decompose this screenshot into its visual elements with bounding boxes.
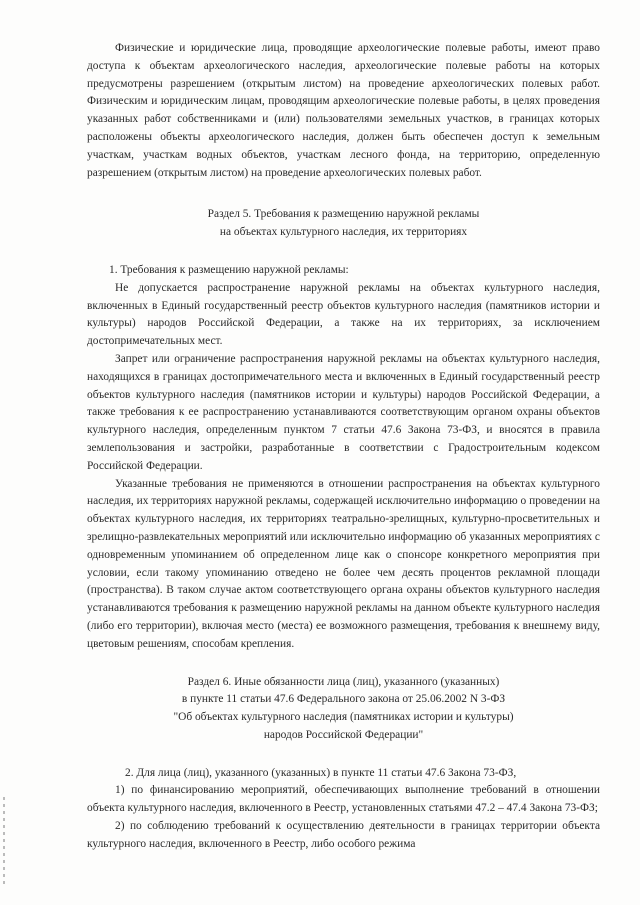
intro-paragraph: Физические и юридические лица, проводящие археологические полевые работы, имеют право доступа к объектам археологического наследия, археологические полевые работы на которых предусмотрены разрешением (открытым листом) на проведение археологических полевых работ. Физическим и юридическим лицам, проводящим археологические полевые работы, в целях проведения указанных работ собственниками и (или) пользователями земельных участков, в границах которых расположены объекты археологического наследия, должен быть обеспечен доступ к земельным участкам, участкам водных объектов, участкам лесного фонда, на территорию, определенную разрешением (открытым листом) на проведение археологических полевых работ. [87,42,600,179]
section6-title-line2: в пункте 11 статьи 47.6 Федерального закона от 25.06.2002 N 3-ФЗ [181,693,506,706]
section6-title-line1: Раздел 6. Иные обязанности лица (лиц), указанного (указанных) [187,675,500,688]
section5-item1-heading: 1. Требования к размещению наружной рекламы: [109,263,349,276]
section5-title [87,206,600,242]
section5-title-line2: на объектах культурного наследия, их территориях [219,226,468,239]
section5-paragraph-3: Указанные требования не применяются в отношении распространения на объектах культурного наследия, их территориях наружной рекламы, содержащей исключительно информацию о проведении на объектах культурного наследия, их территориях театрально-зрелищных, культурно-просветительных и зрелищно-развлекательных мероприятий или исключительно информацию об указанных мероприятиях с одновременным упоминанием об определенном лице как о спонсоре конкретного мероприятия при условии, если такому упоминанию отведено не более чем десять процентов рекламной площади (пространства). В таком случае актом соответствующего органа охраны объектов культурного наследия устанавливаются требования к размещению наружной рекламы на данном объекте культурного наследия (либо его территории), включая место (места) ее возможного размещения, требования к внешнему виду, цветовым решениям, способам крепления. [87,477,600,650]
section6-title-line3: "Об объектах культурного наследия (памятниках истории и культуры) [173,711,514,724]
section6-subitem-1: 1) по финансированию мероприятий, обеспечивающих выполнение требований в отношении объекта культурного наследия, включенного в Реестр, установленных статьями 47.2 – 47.4 Закона 73-ФЗ; [87,784,600,815]
section5-paragraph-2: Запрет или ограничение распространения наружной рекламы на объектах культурного наследия, находящихся в границах достопримечательного места и включенных в Единый государственный реестр объектов культурного наследия (памятников истории и культуры) народов Российской Федерации, а также требования к ее распространению устанавливаются соответствующим органом охраны объектов культурного наследия, определенным пунктом 7 статьи 47.6 Закона 73-ФЗ, и вносятся в правила землепользования и застройки, разработанные в соответствии с Градостроительным кодексом Российской Федерации. [87,352,600,472]
section6-title-line4: народов Российской Федерации" [263,728,424,741]
section6-item2-intro: 2. Для лица (лиц), указанного (указанных) в пункте 11 статьи 47.6 Закона 73-ФЗ, [125,766,517,779]
section5-paragraph-1: Не допускается распространение наружной рекламы на объектах культурного наследия, включенных в Единый государственный реестр объектов культурного наследия (памятников истории и культуры) народов Российской Федерации, а также на их территориях, за исключением достопримечательных мест. [87,281,600,348]
section6-title [87,674,600,745]
section6-subitem-2: 2) по соблюдению требований к осуществлению деятельности в границах территории объекта культурного наследия, включенного в Реестр, либо особого режима [87,820,600,850]
scan-edge-mark [3,797,5,887]
section5-title-line1: Раздел 5. Требования к размещению наружной рекламы [207,208,480,221]
